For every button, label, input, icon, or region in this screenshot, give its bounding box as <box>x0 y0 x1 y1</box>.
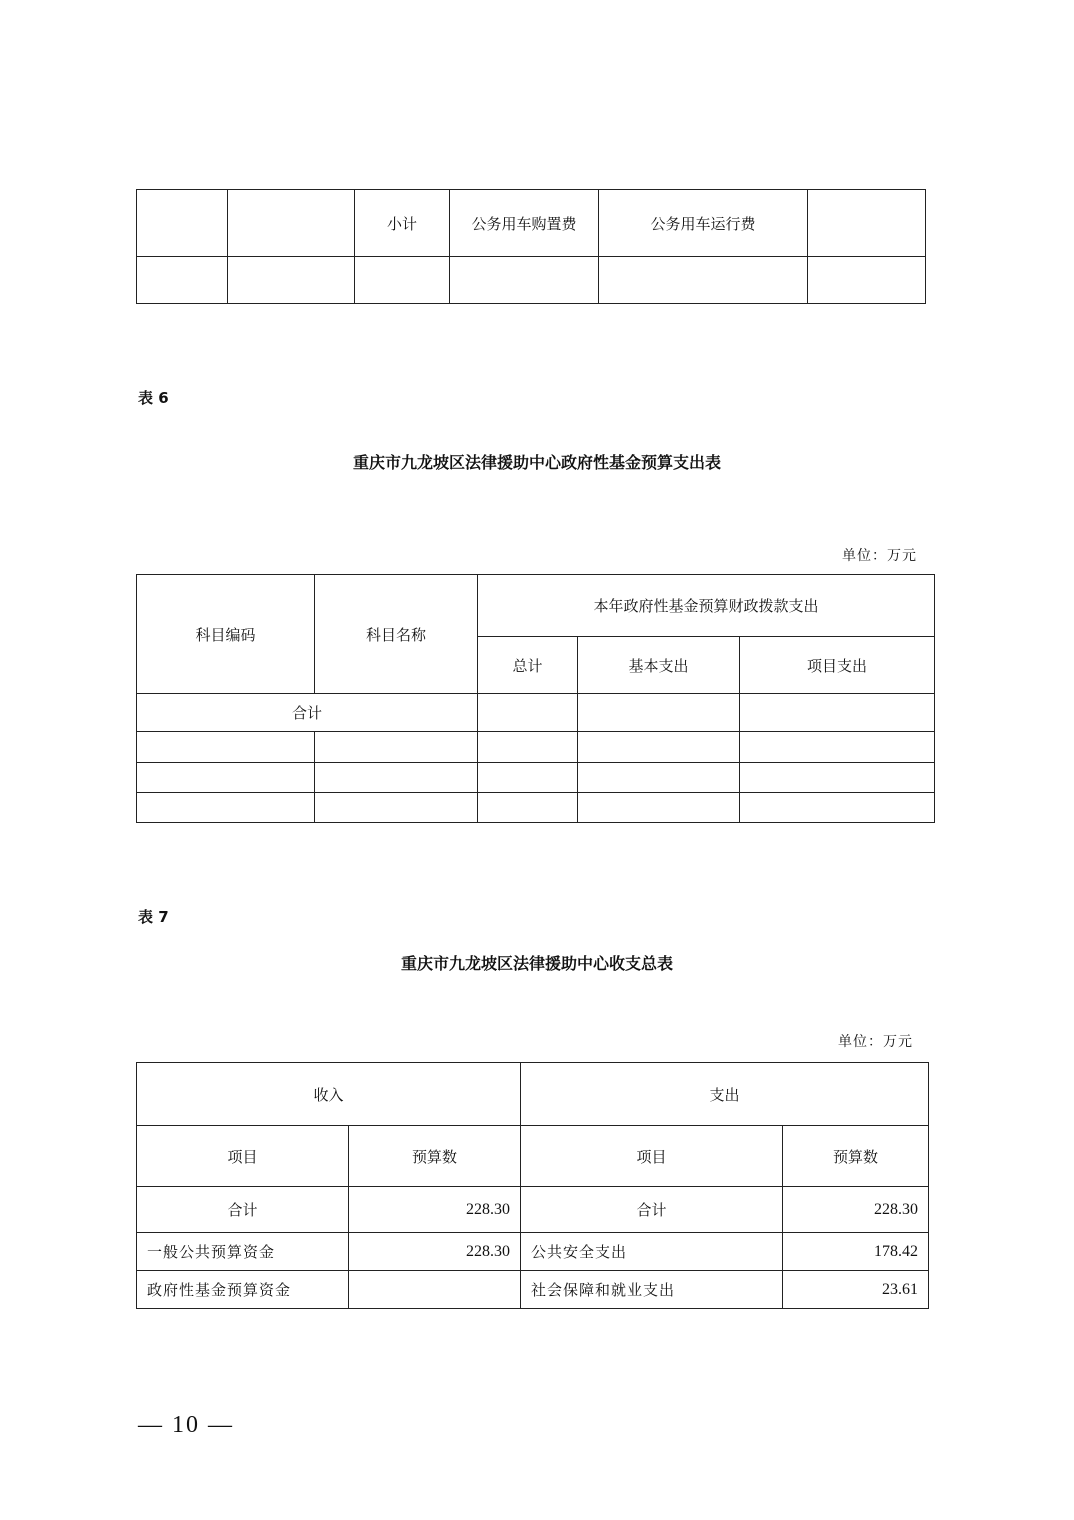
header-cell <box>137 190 228 257</box>
header-vehicle-purchase: 公务用车购置费 <box>450 190 599 257</box>
table-cell <box>578 793 740 823</box>
expense-item: 公共安全支出 <box>521 1233 783 1271</box>
expense-item: 社会保障和就业支出 <box>521 1271 783 1309</box>
table-cell <box>478 763 578 793</box>
table-cell <box>315 732 478 763</box>
group-header: 本年政府性基金预算财政拨款支出 <box>478 575 935 637</box>
col-basic: 基本支出 <box>578 637 740 694</box>
expense-value: 23.61 <box>783 1271 929 1309</box>
expense-value: 178.42 <box>783 1233 929 1271</box>
table7-unit: 单位：万元 <box>838 1034 913 1050</box>
table-row <box>137 1271 929 1309</box>
table6-title: 重庆市九龙坡区法律援助中心政府性基金预算支出表 <box>352 453 721 472</box>
table-row <box>137 1233 929 1271</box>
col-subject-name: 科目名称 <box>315 575 478 694</box>
table-cell <box>740 793 935 823</box>
table-cell <box>808 257 926 304</box>
table-cell <box>478 793 578 823</box>
table-cell <box>578 732 740 763</box>
expense-header: 支出 <box>521 1063 929 1126</box>
col-project: 项目支出 <box>740 637 935 694</box>
table-cell <box>450 257 599 304</box>
table5-tail <box>136 189 926 304</box>
table6-unit: 单位：万元 <box>842 548 917 564</box>
income-header: 收入 <box>137 1063 521 1126</box>
table-cell <box>315 793 478 823</box>
income-item: 合计 <box>137 1187 349 1233</box>
col-expense-item: 项目 <box>521 1126 783 1187</box>
table-row <box>137 1187 929 1233</box>
table7-label: 表 7 <box>138 908 169 926</box>
table-cell <box>228 257 355 304</box>
table-cell <box>137 763 315 793</box>
header-cell <box>808 190 926 257</box>
page-number: — 10 — <box>138 1412 234 1438</box>
table-cell <box>137 732 315 763</box>
income-value: 228.30 <box>349 1187 521 1233</box>
header-vehicle-operation: 公务用车运行费 <box>599 190 808 257</box>
table-cell <box>137 793 315 823</box>
col-subject-code: 科目编码 <box>137 575 315 694</box>
table-cell <box>740 732 935 763</box>
total-row-label: 合计 <box>137 694 478 732</box>
col-income-budget: 预算数 <box>349 1126 521 1187</box>
income-item: 政府性基金预算资金 <box>137 1271 349 1309</box>
expense-item: 合计 <box>521 1187 783 1233</box>
table-cell <box>740 694 935 732</box>
table-cell <box>578 763 740 793</box>
header-subtotal: 小计 <box>355 190 450 257</box>
table-cell <box>355 257 450 304</box>
table6 <box>136 574 935 823</box>
table-cell <box>478 732 578 763</box>
col-income-item: 项目 <box>137 1126 349 1187</box>
table-cell <box>137 257 228 304</box>
table-cell <box>599 257 808 304</box>
income-value <box>349 1271 521 1309</box>
header-cell <box>228 190 355 257</box>
table6-label: 表 6 <box>138 389 169 407</box>
table-cell <box>740 763 935 793</box>
col-expense-budget: 预算数 <box>783 1126 929 1187</box>
income-value: 228.30 <box>349 1233 521 1271</box>
table-cell <box>478 694 578 732</box>
income-item: 一般公共预算资金 <box>137 1233 349 1271</box>
table-cell <box>578 694 740 732</box>
table7-title: 重庆市九龙坡区法律援助中心收支总表 <box>400 954 673 973</box>
table7 <box>136 1062 929 1309</box>
col-total: 总计 <box>478 637 578 694</box>
expense-value: 228.30 <box>783 1187 929 1233</box>
table-cell <box>315 763 478 793</box>
